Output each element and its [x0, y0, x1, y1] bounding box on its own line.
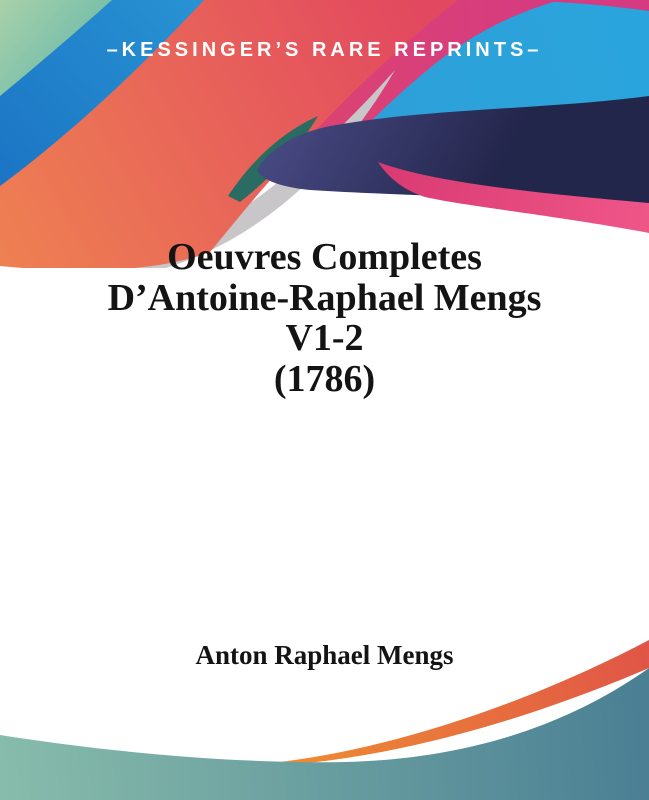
- book-author: Anton Raphael Mengs: [195, 640, 454, 670]
- title-line-2: D’Antoine-Raphael Mengs: [107, 276, 542, 319]
- title-line-4: (1786): [273, 357, 376, 400]
- footer-wave-art: [0, 628, 649, 800]
- title-line-1: Oeuvres Completes: [167, 236, 482, 278]
- book-title: [0, 237, 649, 400]
- title-line-3: V1-2: [285, 317, 364, 360]
- publisher-banner: –KESSINGER’S RARE REPRINTS–: [106, 39, 543, 61]
